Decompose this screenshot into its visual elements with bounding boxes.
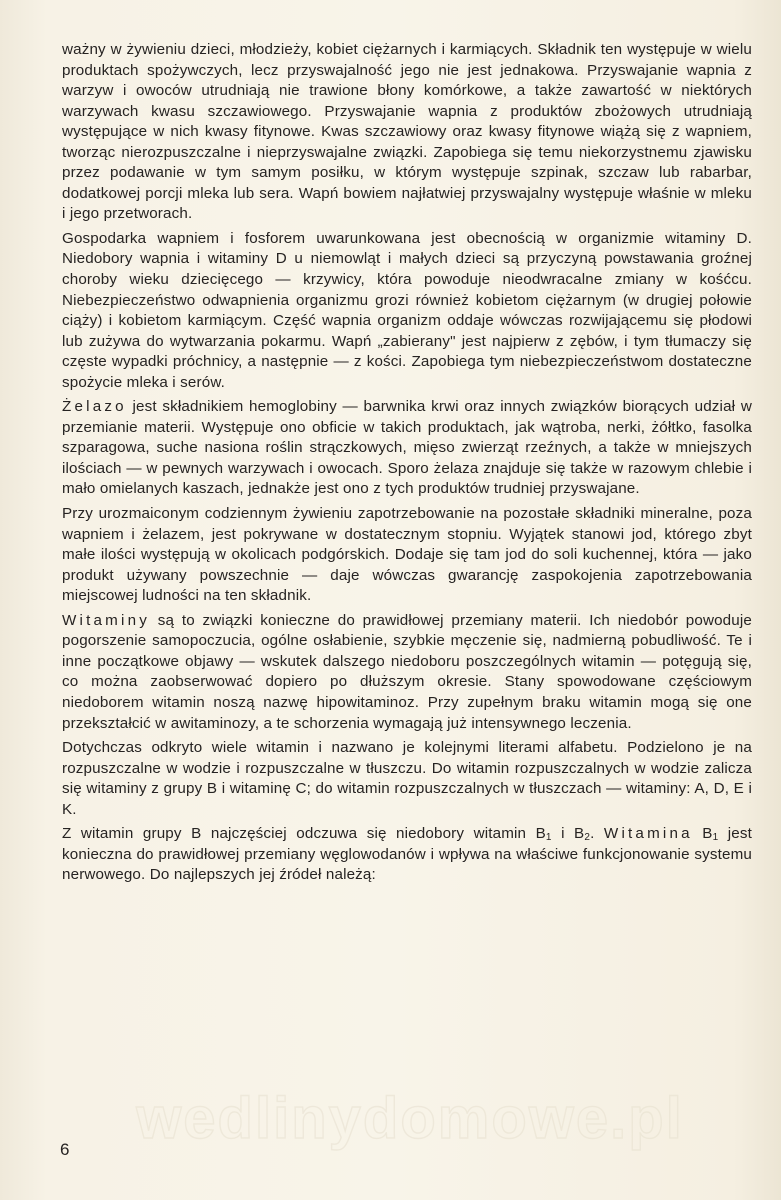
subscript-1: 1 [545, 832, 552, 844]
watermark [90, 1088, 730, 1158]
vitamin-b-text-a: Z witamin grupy B najczęściej odczuwa się niedobory witamin B [62, 825, 546, 843]
paragraph-calcium-absorption: ważny w żywieniu dzieci, młodzieży, kobiet ciężarnych i karmiących. Składnik ten występuje w wielu produktach spożywczych, lecz przyswajalność jego nie jest jednakowa. Przyswajanie wapnia z warzyw i owoców utrudniają nie trawione błony komórkowe, a także zawartość w niektórych warzywach kwasu szczawiowego. Przyswajanie wapnia z produktów zbożowych utrudniają występujące w nich kwasy fitynowe. Kwas szczawiowy oraz kwasy fitynowe wiążą się z wapniem, tworząc nierozpuszczalne i nieprzyswajalne związki. Zapobiega się temu niekorzystnemu zjawisku przez podawanie w tym samym posiłku, w którym występuje szpinak, szczaw lub rabarbar, dodatkowej porcji mleka lub sera. Wapń bowiem najłatwiej przyswajalny występuje właśnie w mleku i jego przetworach. [62, 41, 752, 223]
term-vitamins: Witaminy [62, 611, 151, 629]
paragraph-vitamin-b [62, 824, 752, 886]
paragraph-iron [62, 397, 752, 500]
body-text [62, 40, 752, 890]
term-iron: Żelazo [62, 398, 127, 416]
vitamin-b-text-c: . [590, 825, 604, 843]
paragraph-minerals: Przy urozmaiconym codziennym żywieniu zapotrzebowanie na pozostałe składniki mineralne, poza wapniem i żelazem, jest pokrywane w dostatecznym stopniu. Wyjątek stanowi jod, którego zbyt małe ilości występują w okolicach podgórskich. Dodaje się tam jod do soli kuchennej, która — jako produkt używany powszechnie — daje wówczas gwarancję zaspokojenia zapotrzebowania miejscowej ludności na ten składnik. [62, 505, 752, 605]
watermark-text: wedlinydomowe.pl [136, 1088, 684, 1151]
paragraph-vitamin-classes: Dotychczas odkryto wiele witamin i nazwano je kolejnymi literami alfabetu. Podzielono je na rozpuszczalne w wodzie i rozpuszczalne w tłuszczu. Do witamin rozpuszczalnych w wodzie zalicza się witaminy z grupy B i witaminę C; do witamin rozpuszczalnych w tłuszczach — witaminy: A, D, E i K. [62, 739, 752, 818]
paragraph-vitamins [62, 611, 752, 734]
subscript-2: 2 [584, 832, 591, 844]
vitamin-b-text-b: i B [551, 825, 585, 843]
subscript-3: 1 [712, 832, 719, 844]
vitamin-b-text-e: jest konieczna do prawidłowej przemiany węglowodanów i wpływa na właściwe funkcjonowanie systemu nerwowego. Do najlepszych jej źródeł należą: [62, 825, 752, 884]
vitamin-b-text-d: B [692, 825, 713, 843]
paragraph-iron-text: jest składnikiem hemoglobiny — barwnika krwi oraz innych związków biorących udział w przemianie materii. Występuje ono obficie w takich produktach, jak wątroba, nerki, żółtko, fasolka szparagowa, suche nasiona roślin strączkowych, mięso zwierząt rzeźnych, a także w mniejszych ilościach — w pewnych warzywach i owocach. Sporo żelaza znajduje się także w razowym chlebie i mało omielanych kaszach, jednakże jest ono z tych produktów trudniej przyswajane. [62, 398, 752, 498]
term-vitamin: Witamina [603, 825, 693, 843]
paragraph-vitamin-d: Gospodarka wapniem i fosforem uwarunkowana jest obecnością w organizmie witaminy D. Niedobory wapnia i witaminy D u niemowląt i małych dzieci są przyczyną powstawania groźnej choroby wieku dziecięcego — krzywicy, która powoduje nieodwracalne zmiany w kośćcu. Niebezpieczeństwo odwapnienia organizmu grozi również kobietom ciężarnym (w drugiej połowie ciąży) i kobietom karmiącym. Część wapnia organizm oddaje wówczas rozwijającemu się płodowi lub zużywa do wytwarzania pokarmu. Wapń „zabierany" jest najpierw z zębów, i tym tłumaczy się częste wypadki próchnicy, a następnie — z kości. Zapobiega tym niebezpieczeństwom dostateczne spożycie mleka i serów. [62, 229, 752, 391]
paragraph-vitamins-text: są to związki konieczne do prawidłowej przemiany materii. Ich niedobór powoduje pogorszenie samopoczucia, ogólne osłabienie, szybkie męczenie się, nadmierną pobudliwość. Te i inne początkowe objawy — wskutek dalszego niedoboru poszczególnych witamin — potęgują się, co można zaobserwować dopiero po dłuższym okresie. Stany spowodowane częściowym niedoborem witamin noszą nazwę hipowitaminoz. Przy zupełnym braku witamin mogą się one przekształcić w awitaminozy, a te schorzenia wymagają już intensywnego leczenia. [62, 611, 752, 732]
page-number: 6 [60, 1140, 70, 1159]
